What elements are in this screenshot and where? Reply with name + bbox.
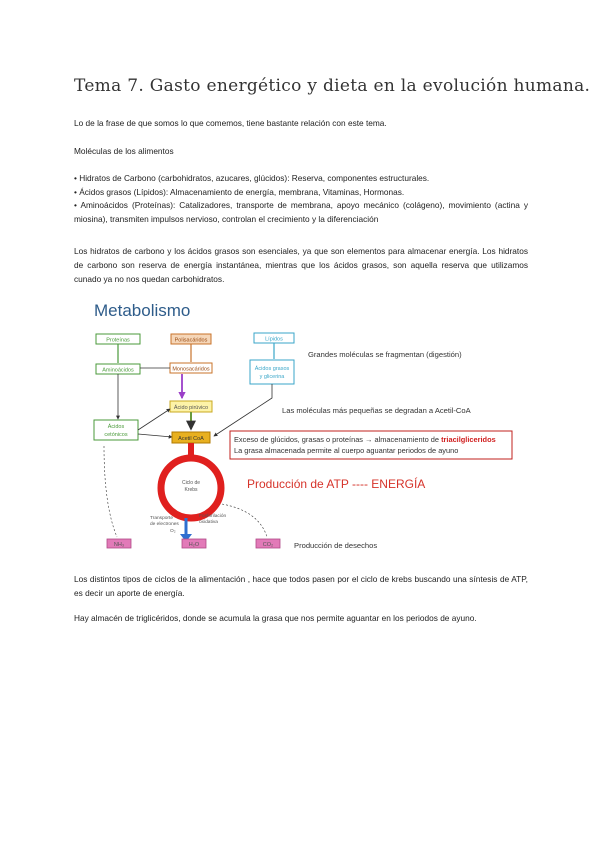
aminoacidos-box xyxy=(96,364,140,374)
svg-text:Ácidos: Ácidos xyxy=(107,424,125,430)
monosacaridos-box xyxy=(170,363,212,373)
molecules-list xyxy=(74,172,528,226)
svg-text:NH₃: NH₃ xyxy=(113,542,125,548)
svg-text:Ácido pirúvico: Ácido pirúvico xyxy=(173,405,209,411)
arrow-acidos-grasos-acetil xyxy=(214,384,272,436)
intro-paragraph: Lo de la frase de que somos lo que comemos, tiene bastante relación con este tema. xyxy=(74,118,387,128)
transporte-label-3: O₂ xyxy=(170,529,176,534)
transporte-label-1: Transporte xyxy=(150,516,174,521)
list-item: • Hidratos de Carbono (carbohidratos, azucares, glúcidos): Reserva, componentes estructurales. xyxy=(74,173,430,183)
transporte-label-2: de electrones xyxy=(150,522,179,527)
grasa-text: La grasa almacenada permite al cuerpo aguantar periodos de ayuno xyxy=(234,446,459,455)
annotation-grandes: Grandes moléculas se fragmentan (digestión) xyxy=(308,350,462,359)
acidos-cetonicos-box xyxy=(94,420,138,440)
h2o-box xyxy=(182,539,206,548)
dashed-nh3 xyxy=(104,446,117,537)
co2-box xyxy=(256,539,280,548)
svg-text:Monosacáridos: Monosacáridos xyxy=(172,366,210,373)
acetil-coa-box xyxy=(172,432,210,443)
dashed-co2 xyxy=(222,504,267,537)
proteinas-box xyxy=(96,334,140,344)
acidos-grasos-box xyxy=(250,360,294,384)
page-title: Tema 7. Gasto energético y dieta en la evolución humana. xyxy=(74,76,591,96)
nh3-box xyxy=(107,539,131,548)
exceso-box xyxy=(230,431,512,459)
svg-text:y glicerina: y glicerina xyxy=(259,374,285,380)
svg-text:Aminoácidos: Aminoácidos xyxy=(102,367,134,374)
svg-text:CO₂: CO₂ xyxy=(262,542,274,548)
exceso-text: Exceso de glúcidos, grasas o proteínas → almacenamiento de xyxy=(234,435,442,444)
diagram-title: Metabolismo xyxy=(94,301,191,320)
fosforilacion-label-2: oxidativa xyxy=(199,520,218,525)
list-item: • Ácidos grasos (Lípidos): Almacenamiento de energía, membrana, Vitaminas, Hormonas. xyxy=(74,186,405,197)
fosforilacion-label-1: Fosforilación xyxy=(199,514,227,519)
polisacaridos-box xyxy=(171,334,211,344)
metabolism-diagram xyxy=(74,296,528,558)
acido-piruvico-box xyxy=(170,401,212,412)
fat-paragraph: Hay almacén de triglicéridos, donde se acumula la grasa que nos permite aguantar en los periodos de ayuno. xyxy=(74,613,477,623)
exceso-highlight: triacilgliceridos xyxy=(441,435,496,444)
atp-heading: Producción de ATP ---- ENERGÍA xyxy=(247,477,426,491)
lipidos-box xyxy=(254,333,294,343)
energy-paragraph: Los hidratos de carbono y los ácidos grasos son esenciales, ya que son elementos para almacenar energía. Los hidratos de carbono son reserva de energía instantánea, mientras que los ácidos grasos, son aquella reserva que utilizamos cunado ya no nos quedan carbohidratos. xyxy=(74,246,528,284)
svg-text:cetónicos: cetónicos xyxy=(104,432,128,438)
svg-text:H₂O: H₂O xyxy=(188,542,200,548)
svg-text:Acetil CoA: Acetil CoA xyxy=(178,436,204,442)
arrow-cetonicos-piruvico xyxy=(138,409,170,430)
svg-text:Ácidos grasos: Ácidos grasos xyxy=(254,366,290,372)
section-heading: Moléculas de los alimentos xyxy=(74,146,174,156)
arrow-cetonicos-acetil xyxy=(138,434,172,437)
list-item: • Aminoácidos (Proteínas): Catalizadores, transporte de membrana, apoyo mecánico (colágeno), movimiento (actina y miosina), transmiten impulsos nervioso, controlan el crecimiento y la diferenciación xyxy=(74,200,528,224)
svg-text:Exceso de glúcidos, grasas o p xyxy=(234,435,496,444)
annotation-pequenas: Las moléculas más pequeñas se degradan a Acetil-CoA xyxy=(282,406,471,415)
svg-text:Lípidos: Lípidos xyxy=(265,336,283,343)
cycles-paragraph: Los distintos tipos de ciclos de la alimentación , hace que todos pasen por el ciclo de krebs buscando una síntesis de ATP, es decir un aporte de energía. xyxy=(74,574,528,598)
krebs-label-1: Ciclo de xyxy=(181,480,201,486)
svg-text:Proteínas: Proteínas xyxy=(106,337,130,344)
svg-text:Polisacáridos: Polisacáridos xyxy=(174,337,208,344)
annotation-desechos: Producción de desechos xyxy=(294,541,378,550)
krebs-label-2: Krebs xyxy=(184,487,198,493)
